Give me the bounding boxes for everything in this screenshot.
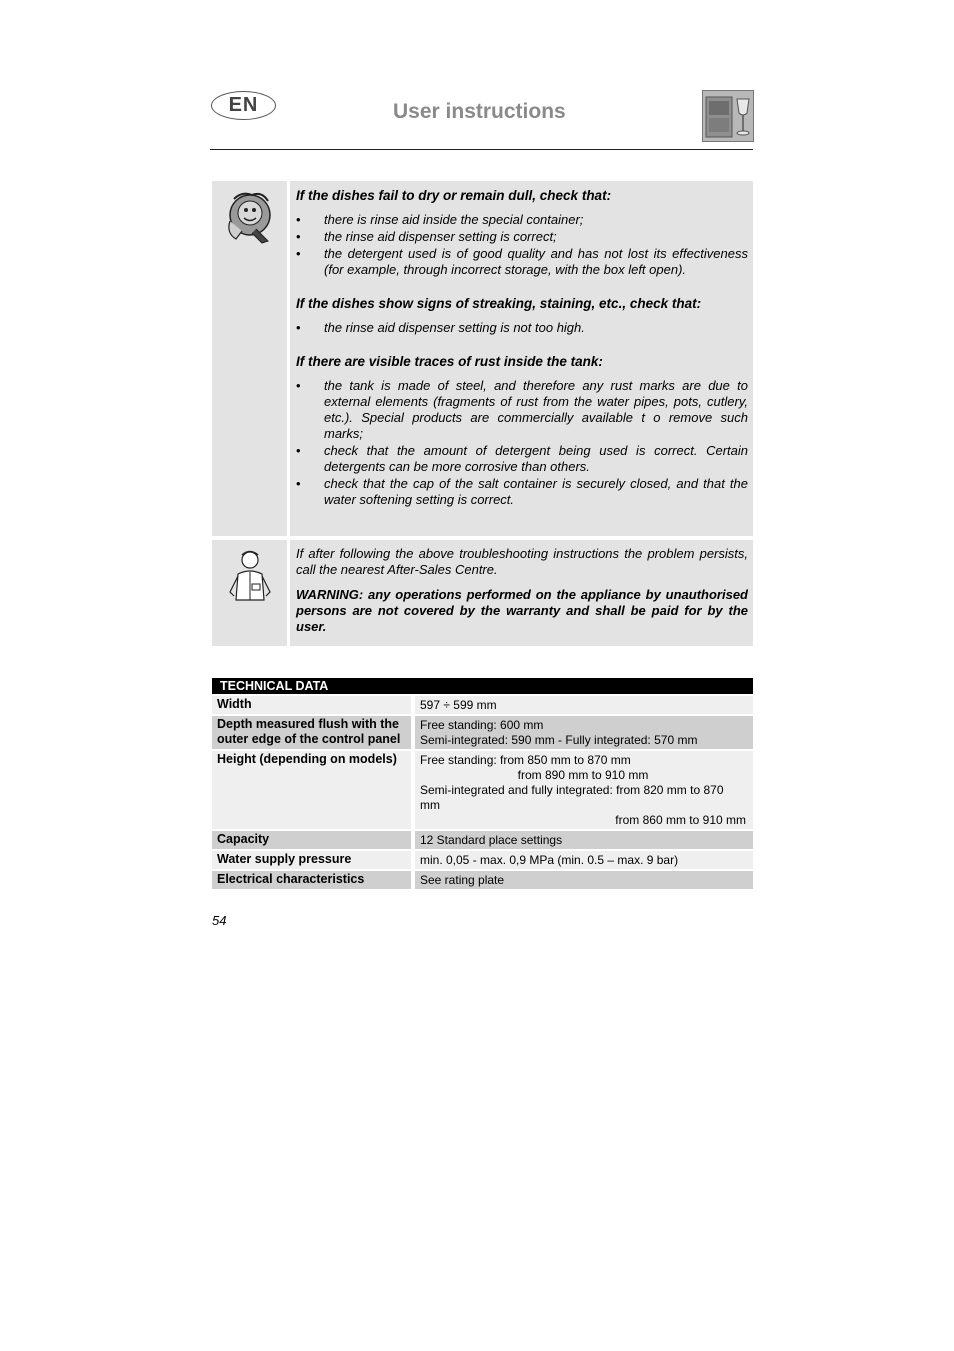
row-value: [415, 751, 753, 829]
value-line: See rating plate: [420, 873, 505, 887]
row-label: Width: [212, 696, 411, 714]
section-heading: If there are visible traces of rust inside the tank:: [296, 354, 603, 369]
bullet-list: [296, 320, 748, 336]
value-line: Semi-integrated and fully integrated: from 820 mm to 870 mm: [420, 783, 724, 812]
row-label: Height (depending on models): [212, 751, 411, 829]
service-paragraph: If after following the above troubleshooting instructions the problem persists, call the nearest After-Sales Centre.: [296, 546, 748, 577]
row-label: Electrical characteristics: [212, 871, 411, 889]
value-line: 12 Standard place settings: [420, 833, 563, 847]
bullet-list: [296, 378, 748, 508]
technical-data-table: [212, 678, 753, 889]
cartoon-character-icon: [212, 181, 287, 261]
table-row: [212, 696, 753, 714]
value-line: min. 0,05 - max. 0,9 MPa (min. 0.5 – max. 9 bar): [420, 853, 679, 867]
row-label: Capacity: [212, 831, 411, 849]
table-row: [212, 851, 753, 869]
section-heading: If the dishes show signs of streaking, staining, etc., check that:: [296, 296, 702, 311]
row-value: [415, 831, 753, 849]
list-item: • check that the amount of detergent being used is correct. Certain detergents can be more corrosive than others.: [296, 443, 748, 475]
list-item: • the rinse aid dispenser setting is correct;: [296, 229, 748, 245]
row-label: Water supply pressure: [212, 851, 411, 869]
row-value: [415, 851, 753, 869]
service-panel: [212, 540, 753, 646]
troubleshooting-text: [290, 181, 753, 536]
table-row: [212, 751, 753, 829]
row-label: Depth measured flush with the outer edge of the control panel: [212, 716, 411, 749]
troubleshooting-panel: [212, 181, 753, 536]
table-row: [212, 716, 753, 749]
icon-column: [212, 181, 287, 536]
list-item: • there is rinse aid inside the special container;: [296, 212, 748, 228]
value-line: 597 ÷ 599 mm: [420, 698, 497, 712]
warranty-warning: WARNING: any operations performed on the appliance by unauthorised persons are not covered by the warranty and shall be paid for by the user.: [296, 587, 748, 634]
value-line: Semi-integrated: 590 mm - Fully integrated: 570 mm: [420, 733, 698, 747]
value-line: Free standing: from 850 mm to 870 mm: [420, 753, 631, 767]
language-badge: EN: [211, 91, 276, 120]
row-value: [415, 716, 753, 749]
page-number: 54: [212, 913, 227, 928]
table-row: [212, 871, 753, 889]
row-value: [415, 696, 753, 714]
list-item: • the tank is made of steel, and therefore any rust marks are due to external elements (fragments of rust from the water pipes, pots, cutlery, etc.). Special products are commercially available t o remove such marks;: [296, 378, 748, 442]
value-line: Free standing: 600 mm: [420, 718, 544, 732]
technician-icon: [212, 540, 287, 610]
table-title: TECHNICAL DATA: [212, 678, 753, 694]
list-item: • the rinse aid dispenser setting is not too high.: [296, 320, 748, 336]
section-heading: If the dishes fail to dry or remain dull, check that:: [296, 188, 612, 203]
header-divider: [210, 149, 753, 150]
dishwasher-photo-icon: [702, 90, 754, 142]
value-line: from 860 mm to 910 mm: [615, 813, 746, 827]
table-row: [212, 831, 753, 849]
value-line: from 890 mm to 910 mm: [517, 768, 649, 782]
icon-column: [212, 540, 287, 646]
row-value: [415, 871, 753, 889]
service-text: [290, 540, 753, 646]
page-title: User instructions: [393, 100, 566, 123]
bullet-list: [296, 212, 748, 278]
list-item: • check that the cap of the salt container is securely closed, and that the water softening setting is correct.: [296, 476, 748, 508]
list-item: • the detergent used is of good quality and has not lost its effectiveness (for example, through incorrect storage, with the box left open).: [296, 246, 748, 278]
